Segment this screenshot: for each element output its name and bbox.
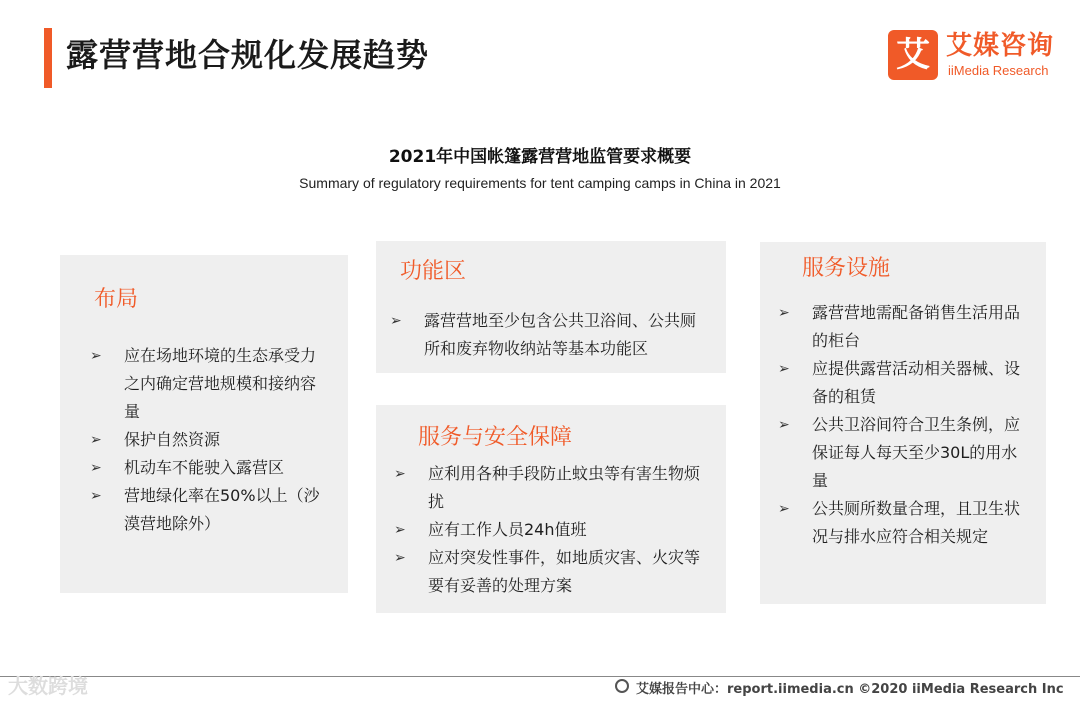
arrow-bullet-icon: ➢ [90, 488, 102, 504]
card-service-safety [376, 405, 726, 613]
list-item: ➢ 应提供露营活动相关器械、设备的租赁 [778, 355, 1033, 411]
arrow-bullet-icon: ➢ [778, 501, 790, 517]
arrow-bullet-icon: ➢ [394, 466, 406, 482]
list-item: ➢ 公共厕所数量合理，且卫生状况与排水应符合相关规定 [778, 495, 1033, 551]
footer-divider [0, 676, 1080, 677]
card-service-facilities [760, 242, 1046, 604]
logo-text-cn: 艾媒咨询 [946, 31, 1055, 61]
card-list [778, 299, 1033, 551]
card-title: 功能区 [400, 259, 467, 284]
card-list [390, 307, 710, 363]
card-title: 布局 [94, 287, 139, 312]
footer-source: 艾媒报告中心：report.iimedia.cn ©2020 iiMedia Research Inc [636, 682, 1064, 697]
list-item: ➢ 应在场地环境的生态承受力之内确定营地规模和接纳容量 [90, 342, 330, 426]
arrow-bullet-icon: ➢ [90, 460, 102, 476]
list-item: ➢ 露营营地至少包含公共卫浴间、公共厕所和废弃物收纳站等基本功能区 [390, 307, 710, 363]
page-title: 露营营地合规化发展趋势 [66, 36, 430, 74]
arrow-bullet-icon: ➢ [90, 348, 102, 364]
arrow-bullet-icon: ➢ [394, 522, 406, 538]
arrow-bullet-icon: ➢ [778, 305, 790, 321]
list-item: ➢ 营地绿化率在50%以上（沙漠营地除外） [90, 482, 330, 538]
arrow-bullet-icon: ➢ [390, 313, 402, 329]
card-functional-area [376, 241, 726, 373]
card-title: 服务与安全保障 [418, 425, 573, 450]
logo-text-en: iiMedia Research [948, 63, 1049, 78]
list-item: ➢ 应对突发性事件，如地质灾害、火灾等要有妥善的处理方案 [394, 544, 709, 600]
arrow-bullet-icon: ➢ [778, 417, 790, 433]
arrow-bullet-icon: ➢ [394, 550, 406, 566]
arrow-bullet-icon: ➢ [778, 361, 790, 377]
card-list [394, 460, 709, 600]
logo-mark-icon: 艾 [888, 30, 938, 80]
card-layout [60, 255, 348, 593]
card-title: 服务设施 [802, 256, 891, 281]
list-item: ➢ 保护自然资源 [90, 426, 330, 454]
summary-title-en: Summary of regulatory requirements for tent camping camps in China in 2021 [299, 175, 781, 191]
title-accent-bar [44, 28, 52, 88]
list-item: ➢ 公共卫浴间符合卫生条例，应保证每人每天至少30L的用水量 [778, 411, 1033, 495]
list-item: ➢ 机动车不能驶入露营区 [90, 454, 330, 482]
globe-icon [615, 679, 629, 693]
summary-title-cn: 2021年中国帐篷露营营地监管要求概要 [388, 147, 692, 167]
card-list [90, 342, 330, 538]
list-item: ➢ 露营营地需配备销售生活用品的柜台 [778, 299, 1033, 355]
arrow-bullet-icon: ➢ [90, 432, 102, 448]
brand-logo [888, 30, 1068, 82]
list-item: ➢ 应利用各种手段防止蚊虫等有害生物烦扰 [394, 460, 709, 516]
watermark: 大数跨境 [8, 674, 88, 698]
list-item: ➢ 应有工作人员24h值班 [394, 516, 709, 544]
